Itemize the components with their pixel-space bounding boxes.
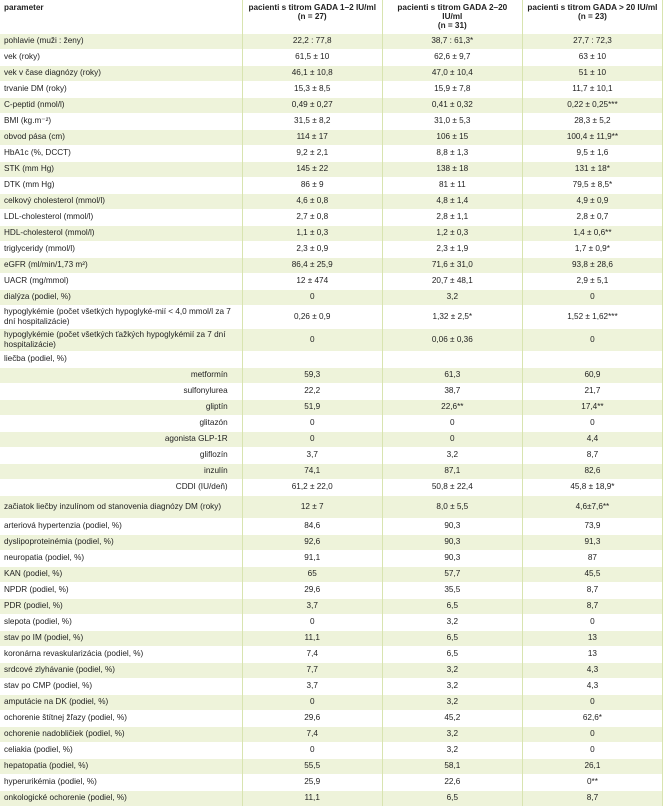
- cell-gada-over-20: 0,22 ± 0,25***: [522, 97, 662, 113]
- cell-gada-2-20: 1,2 ± 0,3: [382, 225, 522, 241]
- cell-gada-2-20: 45,2: [382, 710, 522, 726]
- row-label: celiakia (podiel, %): [0, 742, 242, 758]
- header-col2: [382, 0, 522, 33]
- cell-gada-over-20: 82,6: [522, 463, 662, 479]
- cell-gada-2-20: 31,0 ± 5,3: [382, 113, 522, 129]
- row-label: KAN (podiel, %): [0, 566, 242, 582]
- cell-gada-1-2: 2,7 ± 0,8: [242, 209, 382, 225]
- row-label: HbA1c (%, DCCT): [0, 145, 242, 161]
- row-label: slepota (podiel, %): [0, 614, 242, 630]
- table-row: [0, 742, 663, 758]
- cell-gada-over-20: 26,1: [522, 758, 662, 774]
- table-row: [0, 758, 663, 774]
- cell-gada-1-2: 12 ± 474: [242, 273, 382, 289]
- table-row: [0, 289, 663, 305]
- cell-gada-1-2: 86 ± 9: [242, 177, 382, 193]
- table-row: [0, 710, 663, 726]
- cell-gada-over-20: 0: [522, 415, 662, 431]
- cell-gada-1-2: 3,7: [242, 598, 382, 614]
- header-col2-title: pacienti s titrom GADA 2–20 IU/ml: [397, 3, 508, 22]
- header-col3-n: (n = 23): [577, 12, 607, 22]
- cell-gada-2-20: 20,7 ± 48,1: [382, 273, 522, 289]
- table-row: [0, 225, 663, 241]
- cell-gada-2-20: 106 ± 15: [382, 129, 522, 145]
- cell-gada-1-2: 91,1: [242, 550, 382, 566]
- cell-gada-1-2: 61,5 ± 10: [242, 49, 382, 65]
- row-label: hypoglykémie (počet všetkých ťažkých hypoglykémií za 7 dní hospitalizácie): [0, 328, 242, 351]
- table-row: [0, 273, 663, 289]
- cell-gada-over-20: 8,7: [522, 582, 662, 598]
- row-label: eGFR (ml/min/1,73 m²): [0, 257, 242, 273]
- table-row: [0, 383, 663, 399]
- cell-gada-1-2: 22,2 : 77,8: [242, 33, 382, 49]
- cell-gada-2-20: 2,8 ± 1,1: [382, 209, 522, 225]
- row-label: obvod pása (cm): [0, 129, 242, 145]
- cell-gada-2-20: 38,7: [382, 383, 522, 399]
- table-row: [0, 415, 663, 431]
- cell-gada-2-20: [382, 351, 522, 367]
- cell-gada-2-20: 0: [382, 431, 522, 447]
- cell-gada-2-20: 4,8 ± 1,4: [382, 193, 522, 209]
- cell-gada-2-20: 22,6: [382, 774, 522, 790]
- header-col3: [522, 0, 662, 33]
- cell-gada-2-20: 3,2: [382, 614, 522, 630]
- cell-gada-1-2: 25,9: [242, 774, 382, 790]
- cell-gada-1-2: 4,6 ± 0,8: [242, 193, 382, 209]
- cell-gada-1-2: 31,5 ± 8,2: [242, 113, 382, 129]
- cell-gada-1-2: 29,6: [242, 582, 382, 598]
- cell-gada-over-20: 4,3: [522, 678, 662, 694]
- cell-gada-over-20: 4,9 ± 0,9: [522, 193, 662, 209]
- cell-gada-over-20: 100,4 ± 11,9**: [522, 129, 662, 145]
- row-label: NPDR (podiel, %): [0, 582, 242, 598]
- cell-gada-over-20: 4,6±7,6**: [522, 495, 662, 518]
- table-row: [0, 447, 663, 463]
- row-label: dialýza (podiel, %): [0, 289, 242, 305]
- cell-gada-over-20: 1,7 ± 0,9*: [522, 241, 662, 257]
- row-label: ochorenie štítnej žľazy (podiel, %): [0, 710, 242, 726]
- cell-gada-over-20: 8,7: [522, 447, 662, 463]
- cell-gada-2-20: 47,0 ± 10,4: [382, 65, 522, 81]
- row-label: začiatok liečby inzulínom od stanovenia diagnózy DM (roky): [0, 495, 242, 518]
- cell-gada-2-20: 3,2: [382, 662, 522, 678]
- cell-gada-over-20: 91,3: [522, 534, 662, 550]
- cell-gada-2-20: 71,6 ± 31,0: [382, 257, 522, 273]
- row-label: triglyceridy (mmol/l): [0, 241, 242, 257]
- table-row: [0, 129, 663, 145]
- cell-gada-over-20: 79,5 ± 8,5*: [522, 177, 662, 193]
- row-label: vek v čase diagnózy (roky): [0, 65, 242, 81]
- table-row: [0, 65, 663, 81]
- cell-gada-2-20: 38,7 : 61,3*: [382, 33, 522, 49]
- table-row: [0, 33, 663, 49]
- row-label: koronárna revaskularizácia (podiel, %): [0, 646, 242, 662]
- cell-gada-2-20: 1,32 ± 2,5*: [382, 305, 522, 328]
- cell-gada-over-20: 0**: [522, 774, 662, 790]
- cell-gada-2-20: 57,7: [382, 566, 522, 582]
- cell-gada-1-2: 114 ± 17: [242, 129, 382, 145]
- cell-gada-1-2: 12 ± 7: [242, 495, 382, 518]
- cell-gada-1-2: 61,2 ± 22,0: [242, 479, 382, 495]
- cell-gada-over-20: 45,8 ± 18,9*: [522, 479, 662, 495]
- cell-gada-1-2: 0: [242, 431, 382, 447]
- cell-gada-1-2: 0: [242, 415, 382, 431]
- cell-gada-over-20: [522, 351, 662, 367]
- row-label: arteriová hypertenzia (podiel, %): [0, 518, 242, 534]
- cell-gada-2-20: 22,6**: [382, 399, 522, 415]
- cell-gada-over-20: 28,3 ± 5,2: [522, 113, 662, 129]
- cell-gada-over-20: 2,9 ± 5,1: [522, 273, 662, 289]
- cell-gada-2-20: 2,3 ± 1,9: [382, 241, 522, 257]
- row-label: stav po CMP (podiel, %): [0, 678, 242, 694]
- table-row: [0, 351, 663, 367]
- table-header: [0, 0, 663, 33]
- table-row: [0, 81, 663, 97]
- table-row: [0, 694, 663, 710]
- table-row: [0, 177, 663, 193]
- header-col1: [242, 0, 382, 33]
- cell-gada-over-20: 0: [522, 694, 662, 710]
- row-label: gliptín: [0, 399, 242, 415]
- table-row: [0, 582, 663, 598]
- table-row: [0, 367, 663, 383]
- cell-gada-1-2: 84,6: [242, 518, 382, 534]
- cell-gada-1-2: 3,7: [242, 678, 382, 694]
- table-row: [0, 161, 663, 177]
- table-row: [0, 479, 663, 495]
- cell-gada-over-20: 13: [522, 646, 662, 662]
- header-col1-n: (n = 27): [297, 12, 327, 22]
- table-row: [0, 630, 663, 646]
- table-row: [0, 550, 663, 566]
- cell-gada-2-20: 62,6 ± 9,7: [382, 49, 522, 65]
- row-label: pohlavie (muži : ženy): [0, 33, 242, 49]
- cell-gada-over-20: 8,7: [522, 598, 662, 614]
- cell-gada-2-20: 3,2: [382, 447, 522, 463]
- row-label: hyperurikémia (podiel, %): [0, 774, 242, 790]
- cell-gada-1-2: 11,1: [242, 790, 382, 806]
- table-row: [0, 305, 663, 328]
- table-row: [0, 431, 663, 447]
- cell-gada-1-2: 11,1: [242, 630, 382, 646]
- table-row: [0, 790, 663, 806]
- cell-gada-over-20: 0: [522, 289, 662, 305]
- table-row: [0, 97, 663, 113]
- cell-gada-2-20: 15,9 ± 7,8: [382, 81, 522, 97]
- table-row: [0, 495, 663, 518]
- cell-gada-2-20: 0,06 ± 0,36: [382, 328, 522, 351]
- cell-gada-2-20: 6,5: [382, 598, 522, 614]
- table-row: [0, 49, 663, 65]
- cell-gada-over-20: 17,4**: [522, 399, 662, 415]
- table-row: [0, 534, 663, 550]
- header-col3-title: pacienti s titrom GADA > 20 IU/ml: [527, 3, 658, 12]
- row-label: amputácie na DK (podiel, %): [0, 694, 242, 710]
- cell-gada-1-2: 65: [242, 566, 382, 582]
- cell-gada-2-20: 90,3: [382, 534, 522, 550]
- table-row: [0, 646, 663, 662]
- row-label: neuropatia (podiel, %): [0, 550, 242, 566]
- cell-gada-1-2: 145 ± 22: [242, 161, 382, 177]
- cell-gada-1-2: 59,3: [242, 367, 382, 383]
- table-row: [0, 614, 663, 630]
- table-row: [0, 113, 663, 129]
- cell-gada-1-2: 29,6: [242, 710, 382, 726]
- cell-gada-1-2: 92,6: [242, 534, 382, 550]
- cell-gada-1-2: 3,7: [242, 447, 382, 463]
- cell-gada-2-20: 90,3: [382, 550, 522, 566]
- table-row: [0, 209, 663, 225]
- cell-gada-1-2: [242, 351, 382, 367]
- cell-gada-over-20: 13: [522, 630, 662, 646]
- row-label: hepatopatia (podiel, %): [0, 758, 242, 774]
- cell-gada-2-20: 81 ± 11: [382, 177, 522, 193]
- header-col2-n: (n = 31): [437, 21, 467, 31]
- table-row: [0, 598, 663, 614]
- cell-gada-1-2: 0: [242, 289, 382, 305]
- cell-gada-over-20: 87: [522, 550, 662, 566]
- row-label: CDDI (IU/deň): [0, 479, 242, 495]
- cell-gada-1-2: 7,4: [242, 646, 382, 662]
- cell-gada-over-20: 60,9: [522, 367, 662, 383]
- row-label: HDL-cholesterol (mmol/l): [0, 225, 242, 241]
- table-row: [0, 518, 663, 534]
- cell-gada-2-20: 3,2: [382, 726, 522, 742]
- table-body: [0, 33, 663, 806]
- cell-gada-2-20: 0: [382, 415, 522, 431]
- row-label: srdcové zlyhávanie (podiel, %): [0, 662, 242, 678]
- cell-gada-over-20: 131 ± 18*: [522, 161, 662, 177]
- cell-gada-2-20: 3,2: [382, 678, 522, 694]
- cell-gada-over-20: 0: [522, 328, 662, 351]
- table-row: [0, 678, 663, 694]
- table-row: [0, 145, 663, 161]
- cell-gada-2-20: 50,8 ± 22,4: [382, 479, 522, 495]
- cell-gada-over-20: 4,4: [522, 431, 662, 447]
- cell-gada-over-20: 1,52 ± 1,62***: [522, 305, 662, 328]
- row-label: onkologické ochorenie (podiel, %): [0, 790, 242, 806]
- cell-gada-2-20: 3,2: [382, 289, 522, 305]
- cell-gada-1-2: 46,1 ± 10,8: [242, 65, 382, 81]
- cell-gada-over-20: 63 ± 10: [522, 49, 662, 65]
- cell-gada-2-20: 61,3: [382, 367, 522, 383]
- table-row: [0, 463, 663, 479]
- cell-gada-1-2: 0: [242, 742, 382, 758]
- cell-gada-1-2: 74,1: [242, 463, 382, 479]
- row-label: gliflozín: [0, 447, 242, 463]
- row-label: trvanie DM (roky): [0, 81, 242, 97]
- row-label: dyslipoproteinémia (podiel, %): [0, 534, 242, 550]
- cell-gada-1-2: 7,7: [242, 662, 382, 678]
- table-row: [0, 662, 663, 678]
- cell-gada-1-2: 0: [242, 614, 382, 630]
- cell-gada-over-20: 45,5: [522, 566, 662, 582]
- cell-gada-2-20: 35,5: [382, 582, 522, 598]
- cell-gada-over-20: 73,9: [522, 518, 662, 534]
- row-label: PDR (podiel, %): [0, 598, 242, 614]
- cell-gada-1-2: 0,26 ± 0,9: [242, 305, 382, 328]
- row-label: STK (mm Hg): [0, 161, 242, 177]
- cell-gada-over-20: 62,6*: [522, 710, 662, 726]
- row-label: LDL-cholesterol (mmol/l): [0, 209, 242, 225]
- row-label: inzulín: [0, 463, 242, 479]
- cell-gada-1-2: 1,1 ± 0,3: [242, 225, 382, 241]
- table-row: [0, 774, 663, 790]
- table-row: [0, 193, 663, 209]
- row-label: sulfonylurea: [0, 383, 242, 399]
- cell-gada-over-20: 0: [522, 614, 662, 630]
- header-col1-title: pacienti s titrom GADA 1–2 IU/ml: [248, 3, 376, 12]
- cell-gada-over-20: 9,5 ± 1,6: [522, 145, 662, 161]
- table-row: [0, 328, 663, 351]
- row-label: vek (roky): [0, 49, 242, 65]
- cell-gada-2-20: 3,2: [382, 694, 522, 710]
- cell-gada-1-2: 9,2 ± 2,1: [242, 145, 382, 161]
- row-label: UACR (mg/mmol): [0, 273, 242, 289]
- row-label: C-peptid (nmol/l): [0, 97, 242, 113]
- cell-gada-over-20: 51 ± 10: [522, 65, 662, 81]
- cell-gada-2-20: 6,5: [382, 646, 522, 662]
- table-row: [0, 399, 663, 415]
- cell-gada-1-2: 22,2: [242, 383, 382, 399]
- cell-gada-2-20: 58,1: [382, 758, 522, 774]
- cell-gada-1-2: 7,4: [242, 726, 382, 742]
- row-label: DTK (mm Hg): [0, 177, 242, 193]
- row-label: liečba (podiel, %): [0, 351, 242, 367]
- row-label: stav po IM (podiel, %): [0, 630, 242, 646]
- cell-gada-over-20: 11,7 ± 10,1: [522, 81, 662, 97]
- cell-gada-over-20: 27,7 : 72,3: [522, 33, 662, 49]
- cell-gada-2-20: 6,5: [382, 790, 522, 806]
- table-row: [0, 566, 663, 582]
- row-label: celkový cholesterol (mmol/l): [0, 193, 242, 209]
- row-label: glitazón: [0, 415, 242, 431]
- row-label: ochorenie nadobličiek (podiel, %): [0, 726, 242, 742]
- table-row: [0, 241, 663, 257]
- cell-gada-1-2: 0: [242, 328, 382, 351]
- cell-gada-1-2: 55,5: [242, 758, 382, 774]
- cell-gada-2-20: 6,5: [382, 630, 522, 646]
- cell-gada-1-2: 0,49 ± 0,27: [242, 97, 382, 113]
- header-parameter: parameter: [0, 0, 242, 33]
- row-label: BMI (kg.m⁻²): [0, 113, 242, 129]
- cell-gada-over-20: 1,4 ± 0,6**: [522, 225, 662, 241]
- cell-gada-over-20: 21,7: [522, 383, 662, 399]
- cell-gada-2-20: 8,0 ± 5,5: [382, 495, 522, 518]
- table-row: [0, 726, 663, 742]
- row-label: hypoglykémie (počet všetkých hypoglyké-mií < 4,0 mmol/l za 7 dní hospitalizácie): [0, 305, 242, 328]
- cell-gada-2-20: 138 ± 18: [382, 161, 522, 177]
- cell-gada-1-2: 15,3 ± 8,5: [242, 81, 382, 97]
- cell-gada-over-20: 4,3: [522, 662, 662, 678]
- cell-gada-over-20: 93,8 ± 28,6: [522, 257, 662, 273]
- cell-gada-over-20: 2,8 ± 0,7: [522, 209, 662, 225]
- cell-gada-over-20: 0: [522, 726, 662, 742]
- cell-gada-2-20: 0,41 ± 0,32: [382, 97, 522, 113]
- table-row: [0, 257, 663, 273]
- cell-gada-1-2: 51,9: [242, 399, 382, 415]
- cell-gada-2-20: 8,8 ± 1,3: [382, 145, 522, 161]
- cell-gada-2-20: 90,3: [382, 518, 522, 534]
- cell-gada-over-20: 8,7: [522, 790, 662, 806]
- cell-gada-1-2: 0: [242, 694, 382, 710]
- row-label: metformín: [0, 367, 242, 383]
- row-label: agonista GLP-1R: [0, 431, 242, 447]
- cell-gada-1-2: 2,3 ± 0,9: [242, 241, 382, 257]
- cell-gada-2-20: 3,2: [382, 742, 522, 758]
- cell-gada-1-2: 86,4 ± 25,9: [242, 257, 382, 273]
- cell-gada-2-20: 87,1: [382, 463, 522, 479]
- cell-gada-over-20: 0: [522, 742, 662, 758]
